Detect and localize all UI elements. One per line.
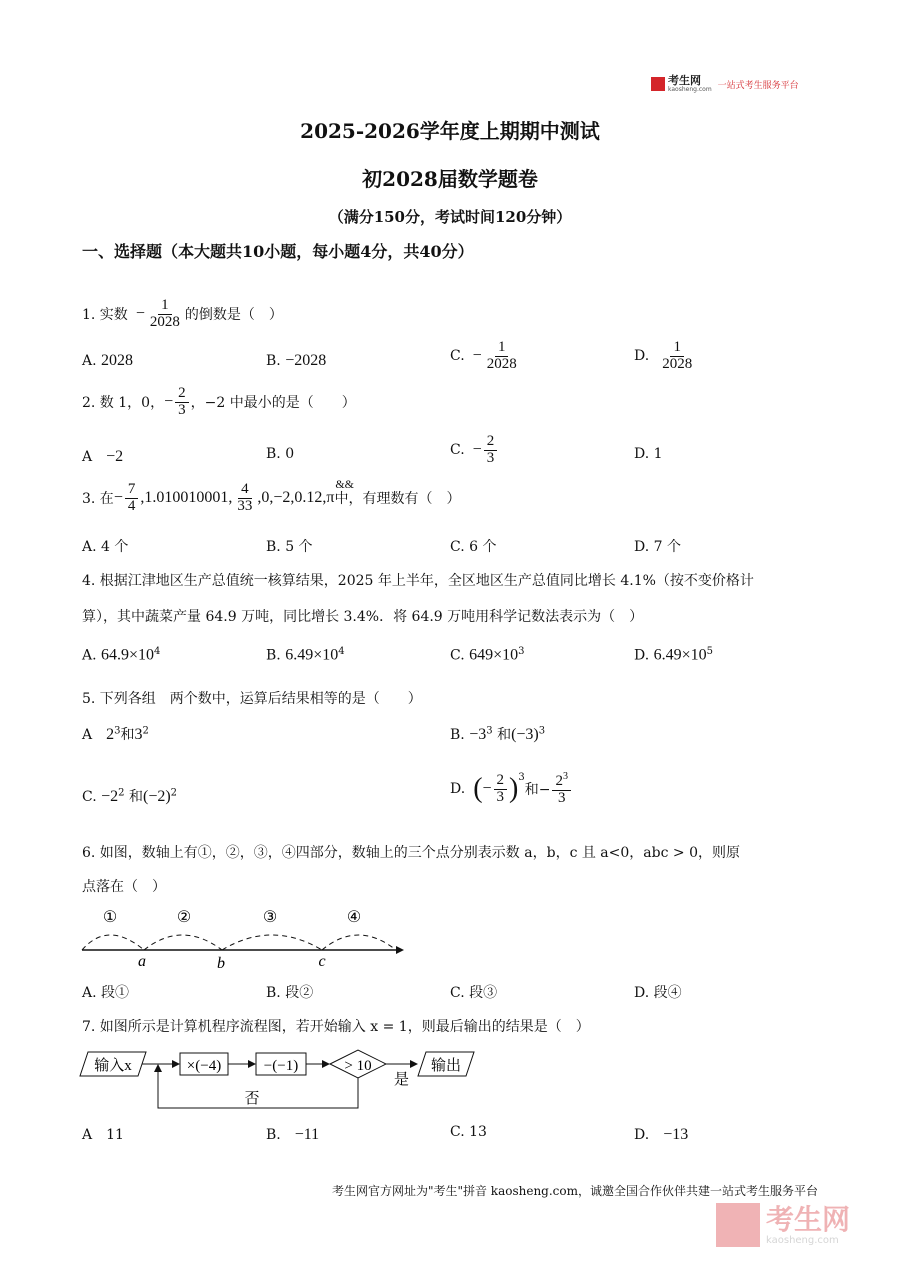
- flow-yes: 是: [394, 1072, 410, 1088]
- flowchart-figure: [76, 1046, 486, 1116]
- exam-title: 2025-2026学年度上期期中测试: [300, 119, 600, 143]
- logo-name: 考生网: [668, 73, 701, 87]
- q5-option-b[interactable]: B. $-3^3$ 和$(-3)^3$: [450, 725, 546, 743]
- q1-den: 2028: [149, 313, 180, 330]
- exam-subject: 初2028届数学题卷: [362, 167, 538, 191]
- q2-option-a[interactable]: A −2: [82, 448, 124, 465]
- q4-option-d[interactable]: D. $6.49\times 10^5$: [634, 646, 714, 664]
- q3-repeating-dots: &&: [335, 477, 355, 492]
- question-2: 2. 数 1，0， − $\frac{2}{3}$ ，−2 中最小的是（ ）: [82, 385, 356, 418]
- q6-option-d[interactable]: D. 段④: [634, 985, 682, 1001]
- q1-number: 1. 实数: [82, 307, 128, 324]
- q7-option-d[interactable]: D. −13: [634, 1126, 689, 1143]
- exam-info: （满分150分，考试时间120分钟）: [328, 208, 572, 226]
- q4-option-a[interactable]: A. $64.9\times 10^4$: [82, 646, 161, 664]
- q3-option-b[interactable]: B. 5 个: [266, 539, 313, 555]
- question-3: 3. 在 − $\frac{7}{4}$ ,1.010010001, $\frac{4}{33}$ ,0,−2,0.12,π && 中，有理数有（ ）: [82, 477, 461, 514]
- logo-slogan: 一站式考生服务平台: [717, 80, 799, 91]
- point-b: b: [217, 955, 225, 972]
- q4-option-c[interactable]: C. $649\times 10^3$: [450, 646, 525, 664]
- watermark-name: 考生网: [766, 1202, 851, 1236]
- logo-mark: [651, 77, 665, 91]
- flow-condition: > 10: [344, 1058, 372, 1074]
- q4-option-b[interactable]: B. $6.49\times 10^4$: [266, 646, 345, 664]
- q2-option-b[interactable]: B. 0: [266, 446, 295, 462]
- header-logo: [651, 74, 799, 94]
- q1-option-b[interactable]: B. −2028: [266, 352, 327, 369]
- q4-line-2: 算），其中蔬菜产量 64.9 万吨，同比增长 3.4%．将 64.9 万吨用科学记数法表示为（ ）: [82, 609, 644, 625]
- region-3: ③: [262, 909, 278, 926]
- flow-op1: ×(−4): [186, 1058, 222, 1074]
- watermark-logo: [716, 1203, 850, 1247]
- q7-option-c[interactable]: C. 13: [450, 1124, 487, 1140]
- q5-option-c[interactable]: C. $-2^2$ 和$(-2)^2$: [82, 787, 178, 805]
- point-a: a: [138, 953, 146, 970]
- q1-option-c[interactable]: C. − $\frac{1}{2028}$: [450, 339, 517, 372]
- watermark-url: kaosheng.com: [766, 1234, 839, 1246]
- question-1: 1. 实数 − $\frac{1}{2028}$ 的倒数是（ ）: [82, 297, 283, 330]
- watermark-mark: [716, 1203, 760, 1247]
- q5-option-d[interactable]: D. ( − $\frac{2}{3}$ ) $^3$ 和− $\frac{2^3}{3}$: [450, 772, 573, 807]
- flow-input: 输入x: [94, 1058, 132, 1074]
- q7-option-a[interactable]: A 11: [82, 1127, 124, 1143]
- q3-option-c[interactable]: C. 6 个: [450, 539, 497, 555]
- region-1: ①: [102, 909, 118, 926]
- section-heading: 一、选择题（本大题共10小题，每小题4分，共40分）: [82, 242, 474, 261]
- q6-option-b[interactable]: B. 段②: [266, 985, 314, 1001]
- q6-option-a[interactable]: A. 段①: [82, 985, 130, 1001]
- q6-line-2: 点落在（ ）: [82, 879, 166, 895]
- q5-option-a[interactable]: A $2^3$和$3^2$: [82, 725, 149, 743]
- logo-url: kaosheng.com: [668, 85, 712, 93]
- q7-option-b[interactable]: B. −11: [266, 1126, 320, 1143]
- q1-option-d[interactable]: D. $\frac{1}{2028}$: [634, 339, 693, 372]
- q1-tail: 的倒数是（ ）: [184, 307, 283, 324]
- q6-option-c[interactable]: C. 段③: [450, 985, 498, 1001]
- region-2: ②: [176, 909, 192, 926]
- q3-option-a[interactable]: A. 4 个: [82, 539, 129, 555]
- flow-no: 否: [244, 1091, 260, 1107]
- number-line-figure: [78, 900, 408, 975]
- footer-note: 考生网官方网址为"考生"拼音 kaosheng.com，诚邀全国合作伙伴共建一站式考生服务平台: [331, 1184, 818, 1198]
- q2-option-d[interactable]: D. 1: [634, 446, 663, 462]
- point-c: c: [318, 953, 326, 970]
- flow-op2: −(−1): [263, 1058, 299, 1074]
- q2-option-c[interactable]: C. − $\frac{2}{3}$: [450, 434, 499, 467]
- q1-option-a[interactable]: A. 2028: [82, 352, 134, 369]
- q7-stem: 7. 如图所示是计算机程序流程图，若开始输入 x = 1，则最后输出的结果是（ ）: [82, 1019, 590, 1035]
- flow-output: 输出: [430, 1058, 462, 1074]
- q5-stem: 5. 下列各组 两个数中，运算后结果相等的是（ ）: [82, 691, 422, 707]
- q4-line-1: 4. 根据江津地区生产总值统一核算结果，2025 年上半年，全区地区生产总值同比增长 4.1%（按不变价格计: [82, 573, 754, 589]
- q6-line-1: 6. 如图，数轴上有①，②，③，④四部分，数轴上的三个点分别表示数 a，b，c 且 a<0，abc > 0，则原: [82, 845, 740, 861]
- q1-num: 1: [158, 298, 172, 315]
- q3-option-d[interactable]: D. 7 个: [634, 539, 681, 555]
- region-4: ④: [346, 909, 362, 926]
